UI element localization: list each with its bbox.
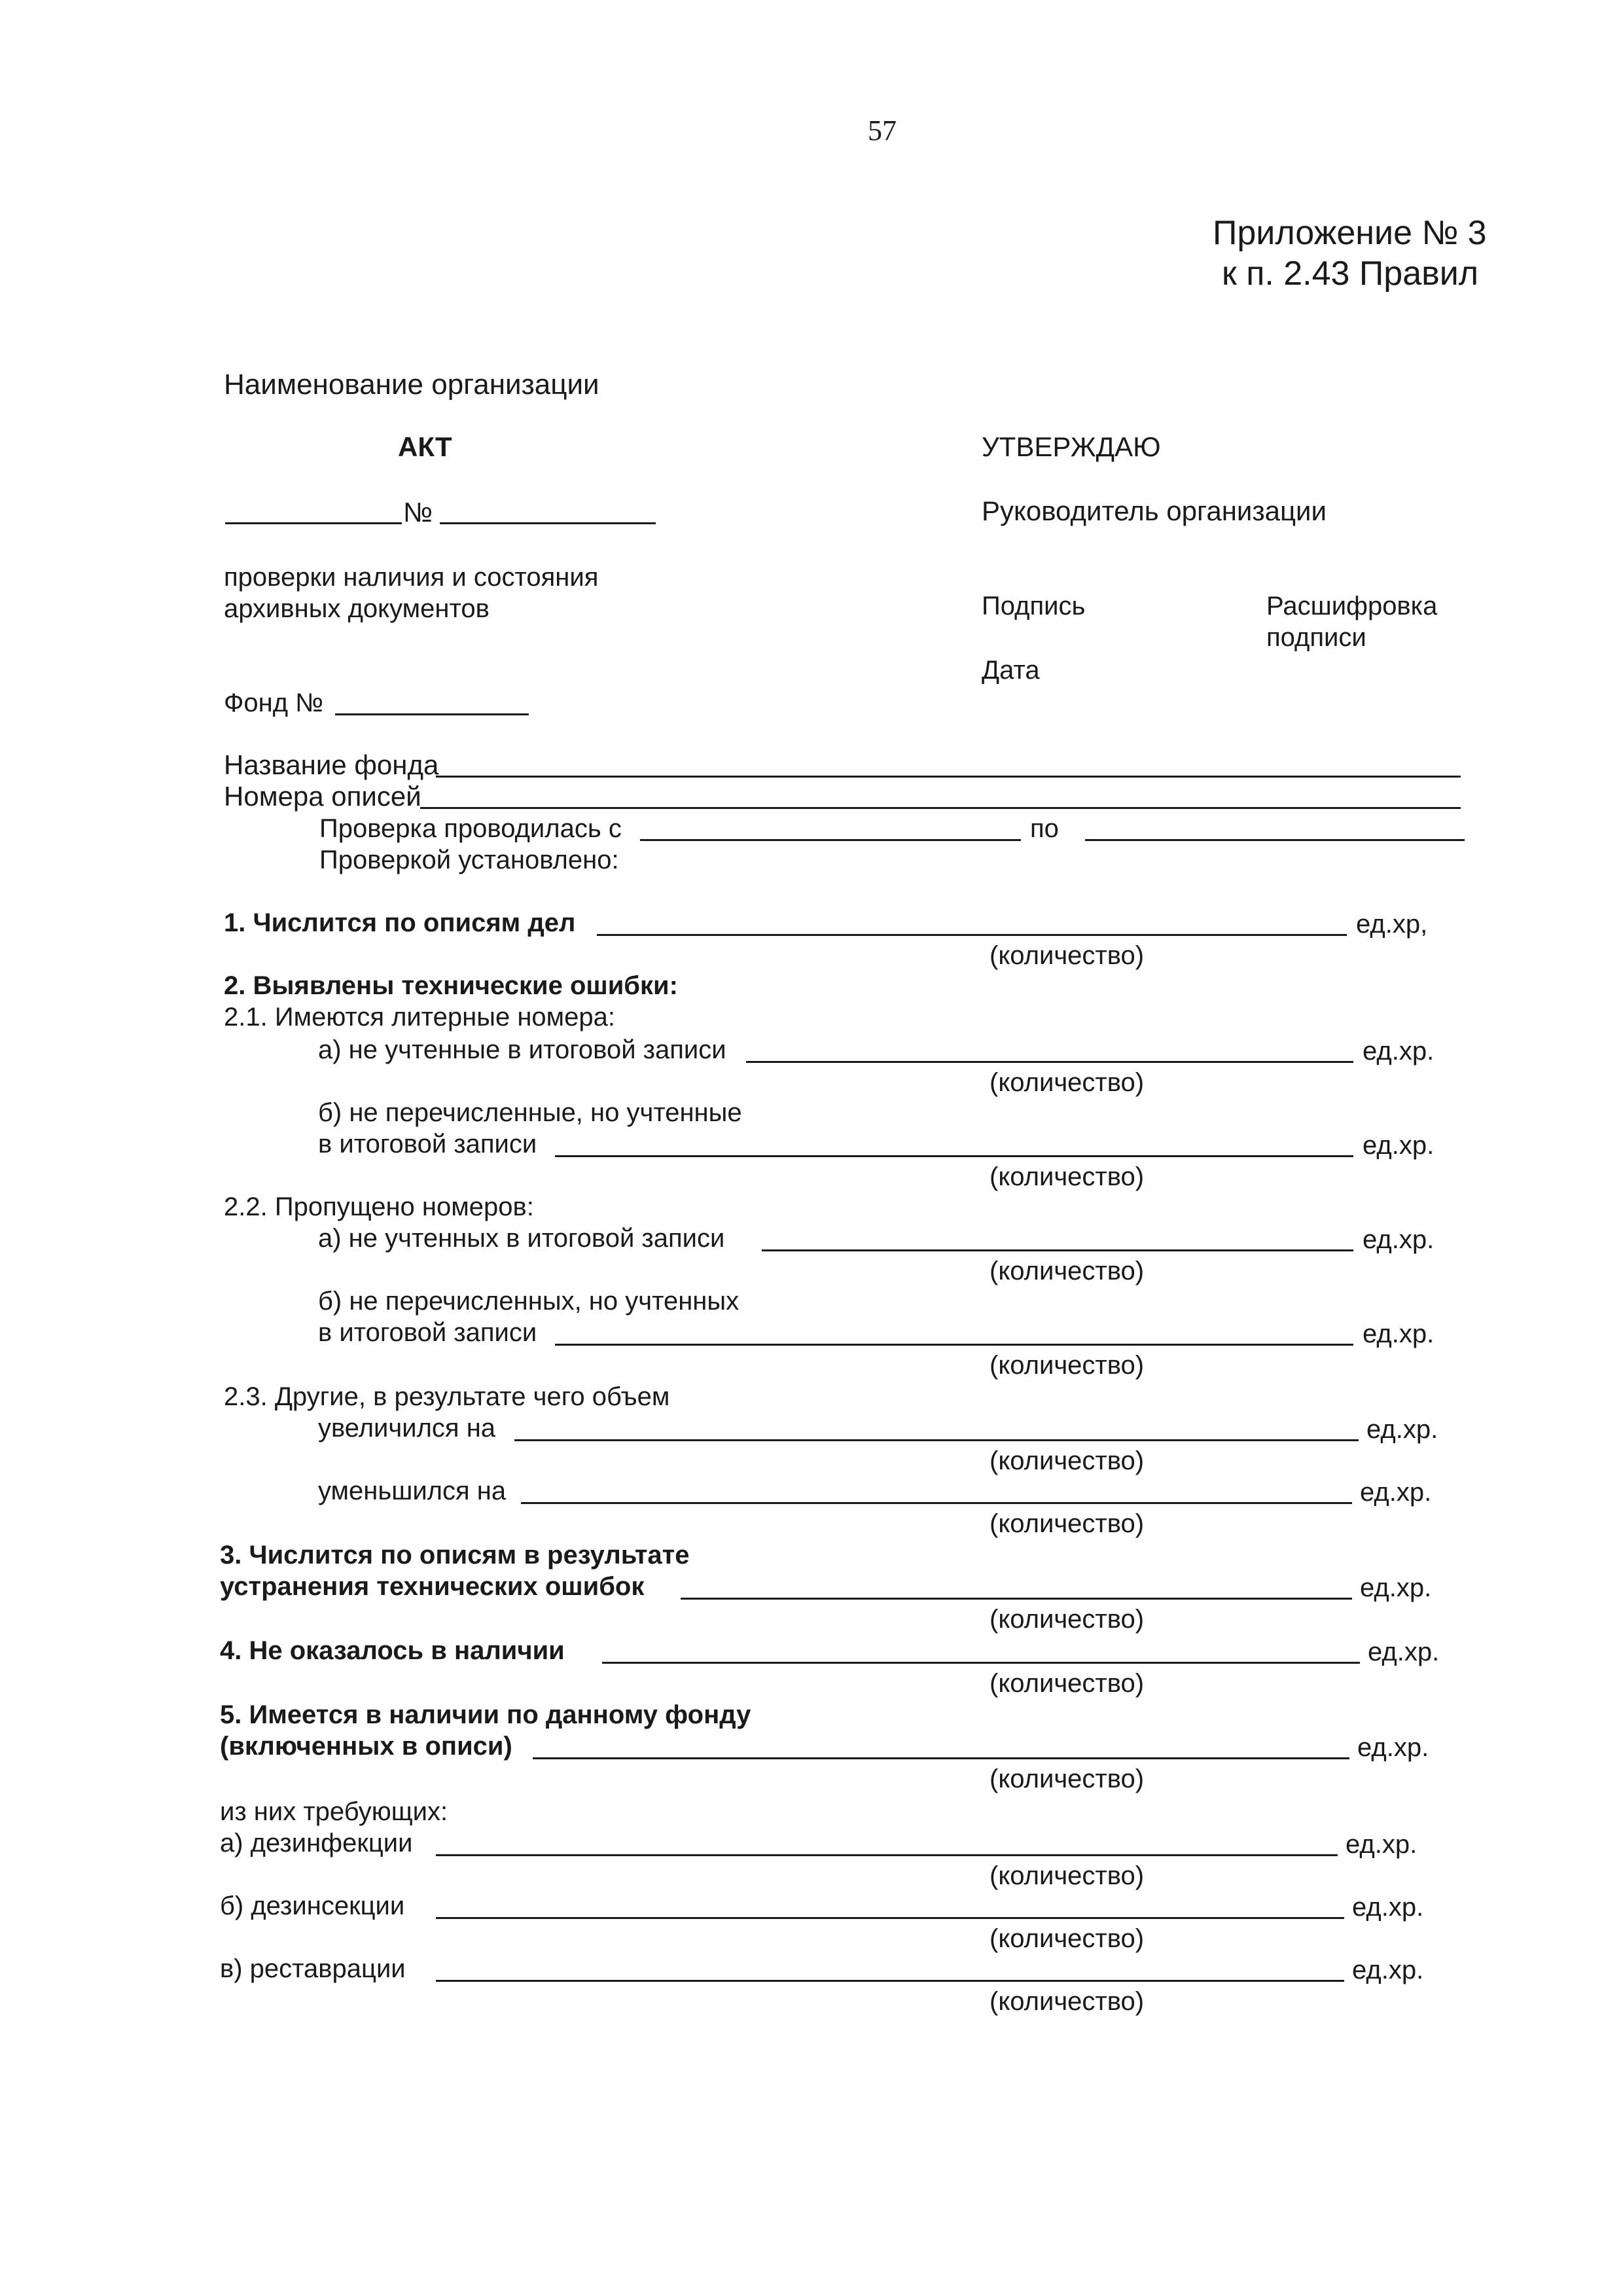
fund-number-label: Фонд №	[224, 689, 324, 717]
item-2-2b-label-line2: в итоговой записи	[318, 1318, 537, 1347]
item-2-1a-line	[746, 1061, 1353, 1063]
disinfection-unit: ед.хр.	[1346, 1830, 1418, 1859]
item-2-3-increase-line	[514, 1439, 1359, 1441]
item-2-1a-label: а) не учтенные в итоговой записи	[318, 1035, 726, 1064]
item-2-2a-caption: (количество)	[990, 1257, 1145, 1285]
item-2-1b-caption: (количество)	[990, 1162, 1145, 1191]
item-2-2b-unit: ед.хр.	[1363, 1319, 1435, 1348]
item-2-3-decrease-unit: ед.хр.	[1360, 1478, 1432, 1507]
item-1-line	[597, 934, 1347, 936]
requiring-label: из них требующих:	[220, 1797, 448, 1826]
item-2-1b-label-line1: б) не перечисленные, но учтенные	[318, 1098, 742, 1127]
item-2-1b-line	[555, 1155, 1353, 1157]
item-4-line	[602, 1662, 1360, 1664]
item-2-label: 2. Выявлены технические ошибки:	[224, 971, 678, 1000]
item-2-3-decrease-caption: (количество)	[990, 1509, 1145, 1538]
item-3-line	[681, 1598, 1352, 1600]
item-3-label-line1: 3. Числится по описям в результате	[220, 1541, 690, 1570]
item-2-3-increase-caption: (количество)	[990, 1446, 1145, 1475]
item-1-caption: (количество)	[990, 941, 1145, 970]
disinsection-caption: (количество)	[990, 1924, 1145, 1953]
act-number-sign: №	[403, 497, 433, 528]
restoration-caption: (количество)	[990, 1987, 1145, 2016]
item-2-3-decrease-label: уменьшился на	[318, 1477, 507, 1505]
item-4-caption: (количество)	[990, 1669, 1145, 1698]
item-5-line	[533, 1757, 1349, 1759]
signature-decipher-line2: подписи	[1266, 623, 1366, 652]
item-4-unit: ед.хр.	[1368, 1638, 1440, 1666]
item-2-2-label: 2.2. Пропущено номеров:	[224, 1193, 534, 1221]
item-3-unit: ед.хр.	[1360, 1573, 1432, 1602]
item-5-unit: ед.хр.	[1357, 1733, 1429, 1762]
disinfection-label: а) дезинфекции	[220, 1829, 413, 1857]
restoration-line	[436, 1980, 1344, 1982]
item-2-1a-caption: (количество)	[990, 1068, 1145, 1097]
act-subtitle-line2: архивных документов	[224, 594, 490, 623]
item-5-label-line1: 5. Имеется в наличии по данному фонду	[220, 1700, 751, 1729]
item-1-unit: ед.хр,	[1356, 910, 1428, 939]
disinfection-line	[436, 1854, 1338, 1856]
appendix-reference: к п. 2.43 Правил	[1222, 255, 1479, 293]
item-2-3-increase-label: увеличился на	[318, 1414, 496, 1443]
approve-label: УТВЕРЖДАЮ	[982, 431, 1161, 462]
item-2-3-increase-unit: ед.хр.	[1366, 1415, 1438, 1444]
item-1-label	[224, 910, 575, 936]
fund-name-line	[436, 776, 1461, 778]
check-from-label: Проверка проводилась с	[319, 814, 622, 843]
org-name-label: Наименование организации	[224, 368, 599, 401]
item-2-3-decrease-line	[521, 1502, 1352, 1504]
item-2-3-label: 2.3. Другие, в результате чего объем	[224, 1382, 670, 1411]
signature-decipher-line1: Расшифровка	[1266, 592, 1438, 620]
restoration-unit: ед.хр.	[1352, 1956, 1424, 1984]
date-label: Дата	[982, 656, 1040, 685]
check-to-label: по	[1030, 814, 1059, 843]
act-date-line	[225, 522, 402, 524]
item-2-2a-label: а) не учтенных в итоговой записи	[318, 1224, 725, 1253]
check-from-line	[640, 839, 1021, 841]
disinfection-caption: (количество)	[990, 1861, 1145, 1890]
appendix-title: Приложение № 3	[1213, 214, 1487, 252]
item-2-2b-label-line1: б) не перечисленных, но учтенных	[318, 1287, 740, 1316]
item-3-caption: (количество)	[990, 1605, 1145, 1634]
item-2-2b-line	[555, 1344, 1353, 1346]
inventory-numbers-line	[420, 807, 1461, 809]
org-head-label: Руководитель организации	[982, 495, 1327, 526]
item-2-1b-unit: ед.хр.	[1363, 1131, 1435, 1160]
item-5-label-line2: (включенных в описи)	[220, 1732, 512, 1761]
disinsection-unit: ед.хр.	[1352, 1893, 1424, 1922]
item-2-2a-unit: ед.хр.	[1363, 1225, 1435, 1254]
disinsection-label: б) дезинсекции	[220, 1892, 405, 1920]
act-subtitle-line1: проверки наличия и состояния	[224, 563, 599, 592]
fund-number-line	[335, 713, 529, 715]
restoration-label: в) реставрации	[220, 1954, 406, 1983]
act-number-line	[440, 522, 656, 524]
item-2-2b-caption: (количество)	[990, 1351, 1145, 1380]
fund-name-label: Название фонда	[224, 749, 439, 780]
item-2-1-label: 2.1. Имеются литерные номера:	[224, 1003, 616, 1031]
item-2-2a-line	[762, 1249, 1353, 1251]
disinsection-line	[436, 1917, 1344, 1919]
inventory-numbers-label: Номера описей	[224, 781, 421, 812]
check-to-line	[1085, 839, 1465, 841]
item-2-1b-label-line2: в итоговой записи	[318, 1130, 537, 1158]
item-5-caption: (количество)	[990, 1765, 1145, 1793]
page-number: 57	[868, 115, 897, 147]
signature-label: Подпись	[982, 592, 1086, 620]
established-label: Проверкой установлено:	[319, 846, 619, 874]
item-4-label: 4. Не оказалось в наличии	[220, 1636, 565, 1665]
item-1-text: 1. Числится по описям дел	[224, 908, 576, 937]
act-title: АКТ	[398, 431, 452, 462]
item-3-label-line2: устранения технических ошибок	[220, 1572, 645, 1601]
item-2-1a-unit: ед.хр.	[1363, 1037, 1435, 1066]
